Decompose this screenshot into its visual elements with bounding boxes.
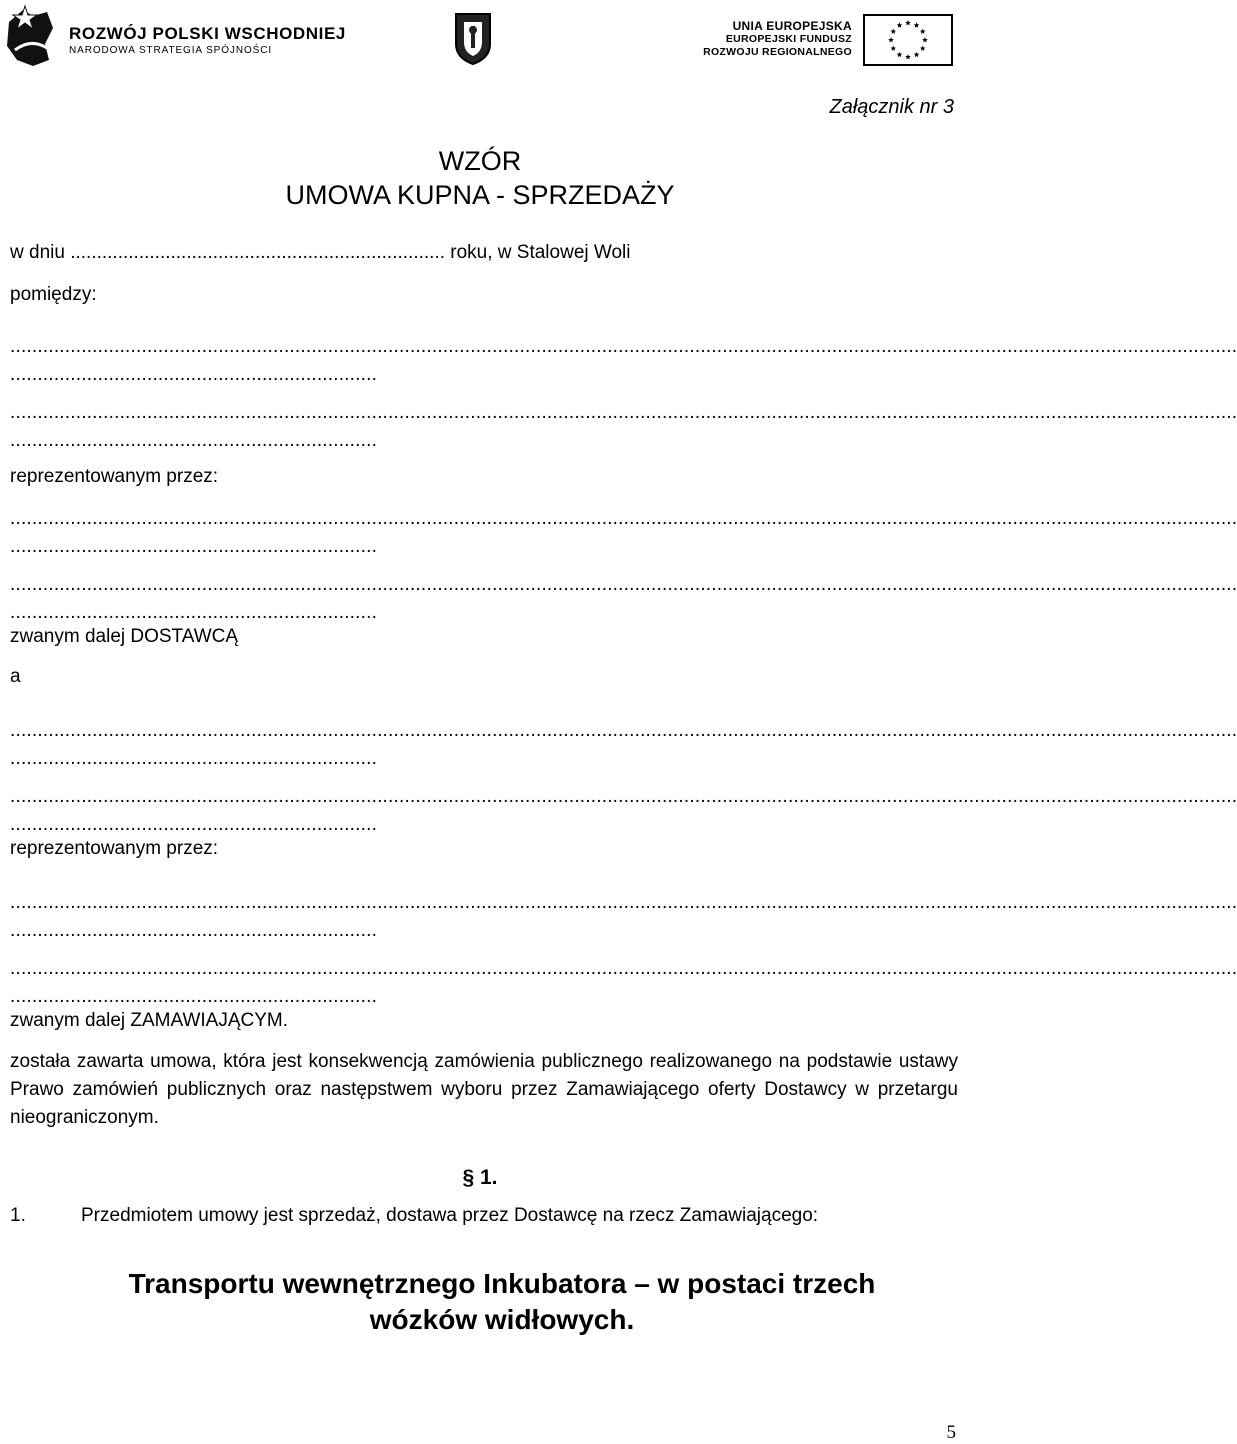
eu-logo-line2: EUROPEJSKI FUNDUSZ (725, 33, 852, 45)
contract-subject-line1: Transportu wewnętrznego Inkubatora – w postaci trzech (128, 1268, 876, 1299)
document-title-line1: WZÓR (438, 146, 522, 176)
fill-line: ................................................................................................................................................................................................................................ (10, 402, 1237, 423)
supplier-label: zwanym dalej DOSTAWCĄ (10, 626, 239, 647)
fill-line-short: ................................................................... (10, 814, 378, 835)
fill-line: ................................................................................................................................................................................................................................ (10, 892, 1237, 913)
coat-of-arms-icon (452, 10, 494, 66)
attachment-label: Załącznik nr 3 (829, 96, 954, 118)
section-heading: § 1. (462, 1166, 498, 1189)
contract-subject (0, 1266, 1004, 1338)
rozwoj-polski-wschodniej-logo (3, 2, 363, 70)
fill-line: ................................................................................................................................................................................................................................ (10, 574, 1237, 595)
item-text: Przedmiotem umowy jest sprzedaż, dostawa przez Dostawcę na rzecz Zamawiającego: (81, 1205, 819, 1226)
contract-subject-line2: wózków widłowych. (369, 1304, 635, 1335)
ordering-party-label: zwanym dalej ZAMAWIAJĄCYM. (10, 1010, 289, 1031)
left-logo-title: ROZWÓJ POLSKI WSCHODNIEJ (69, 24, 346, 43)
fill-line-short: ................................................................... (10, 920, 378, 941)
fill-line-short: ................................................................... (10, 748, 378, 769)
fill-line: ................................................................................................................................................................................................................................ (10, 508, 1237, 529)
eu-logo-line3: ROZWOJU REGIONALNEGO (703, 46, 852, 58)
represented-by-label-2: reprezentowanym przez: (10, 838, 219, 859)
eu-logo-line1: UNIA EUROPEJSKA (732, 19, 852, 33)
fill-line: ................................................................................................................................................................................................................................ (10, 958, 1237, 979)
fill-line: ................................................................................................................................................................................................................................ (10, 336, 1237, 357)
between-label: pomiędzy: (10, 284, 97, 305)
fill-line: ................................................................................................................................................................................................................................ (10, 786, 1237, 807)
fill-line-short: ................................................................... (10, 986, 378, 1007)
eu-logo-text (703, 20, 852, 59)
fill-line-short: ................................................................... (10, 602, 378, 623)
document-title-line2: UMOWA KUPNA - SPRZEDAŻY (285, 180, 675, 210)
date-line: w dniu ....................................................................... roku, w Stalowej Woli (10, 242, 631, 263)
item-number: 1. (10, 1205, 26, 1226)
left-logo-subtitle: NARODOWA STRATEGIA SPÓJNOŚCI (69, 45, 273, 56)
contract-paragraph: została zawarta umowa, która jest konsekwencją zamówienia publicznego realizowanego na podstawie ustawy Prawo zamówień publicznych oraz następstwem wyboru przez Zamawiającego oferty Dostawcy w przetargu nieograniczonym. (10, 1051, 958, 1128)
page-number: 5 (946, 1422, 956, 1443)
star-map-icon (3, 2, 61, 68)
represented-by-label: reprezentowanym przez: (10, 466, 219, 487)
fill-line-short: ................................................................... (10, 536, 378, 557)
and-label: a (10, 666, 21, 687)
fill-line-short: ................................................................... (10, 364, 378, 385)
fill-line-short: ................................................................... (10, 430, 378, 451)
fill-line: ................................................................................................................................................................................................................................ (10, 720, 1237, 741)
eu-flag-icon (863, 14, 953, 66)
